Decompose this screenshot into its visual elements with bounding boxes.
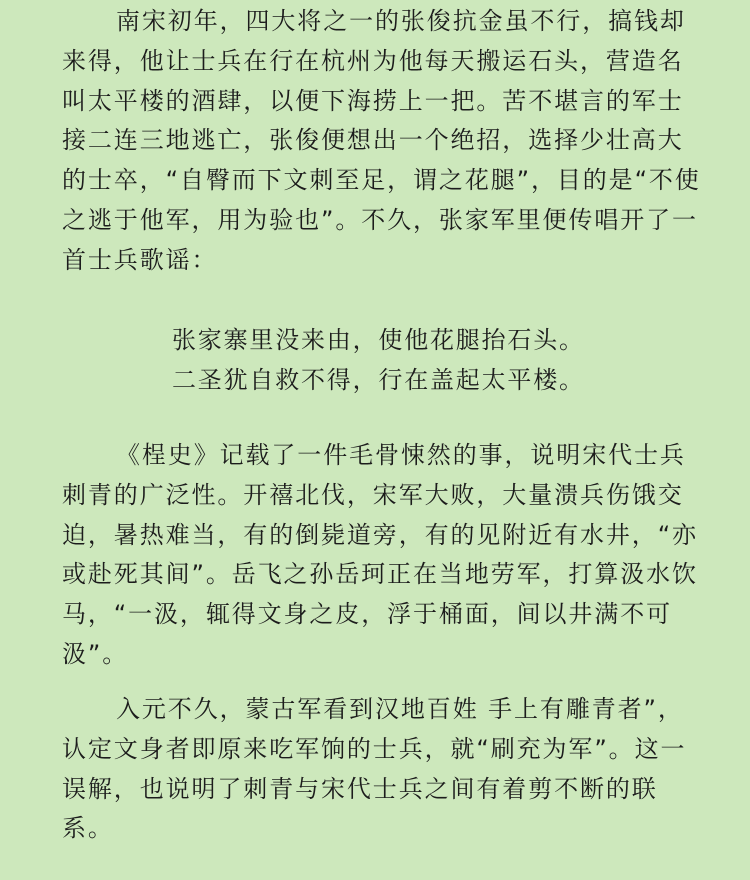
- poem-line-1: 张家寨里没来由，使他花腿抬石头。: [172, 326, 585, 354]
- poem-block: [172, 320, 692, 400]
- paragraph-1: 南宋初年，四大将之一的张俊抗金虽不行，搞钱却来得，他让士兵在行在杭州为他每天搬运石头，营造名叫太平楼的酒肆，以便下海捞上一把。苦不堪言的军士接二连三地逃亡，张俊便想出一个绝招，选择少壮高大的士卒，“自臀而下文刺至足，谓之花腿”，目的是“不使之逃于他军，用为验也”。不久，张家军里便传唱开了一首士兵歌谣：: [62, 7, 701, 274]
- poem-line-2: 二圣犹自救不得，行在盖起太平楼。: [172, 366, 585, 394]
- paragraph-3: 入元不久，蒙古军看到汉地百姓 手上有雕青者”，认定文身者即原来吃军饷的士兵，就“刷充为军”。这一误解，也说明了刺青与宋代士兵之间有着剪不断的联系。: [62, 695, 687, 843]
- paragraph-2: 《桯史》记载了一件毛骨悚然的事，说明宋代士兵刺青的广泛性。开禧北伐，宋军大败，大量溃兵伤饿交迫，暑热难当，有的倒毙道旁，有的见附近有水井，“亦或赴死其间”。岳飞之孙岳珂正在当地劳军，打算汲水饮马，“一汲，辄得文身之皮，浮于桶面，间以井满不可汲”。: [62, 441, 698, 668]
